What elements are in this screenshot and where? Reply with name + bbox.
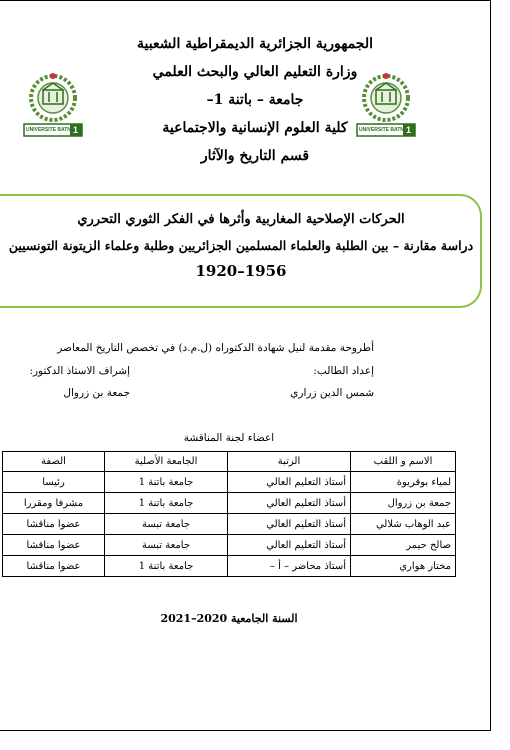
member-name: جمعة بن زروال bbox=[351, 493, 456, 514]
faculty-heading: كلية العلوم الإنسانية والاجتماعية bbox=[162, 120, 348, 136]
table-row bbox=[3, 472, 456, 493]
member-role: رئيسا bbox=[3, 472, 105, 493]
member-university: جامعة باتنة 1 bbox=[105, 472, 228, 493]
member-university: جامعة تبسة bbox=[105, 535, 228, 556]
ministry-heading: وزارة التعليم العالي والبحث العلمي bbox=[152, 64, 358, 80]
supervisor-name: جمعة بن زروال bbox=[63, 387, 130, 399]
member-university: جامعة تبسة bbox=[105, 514, 228, 535]
page-frame-right bbox=[490, 0, 491, 731]
logo-number: 1 bbox=[406, 125, 412, 135]
department-heading: قسم التاريخ والآثار bbox=[200, 148, 310, 164]
logo-number: 1 bbox=[73, 125, 79, 135]
member-role: عضوا مناقشا bbox=[3, 556, 105, 577]
student-label: إعداد الطالب: bbox=[313, 365, 374, 377]
submission-statement: أطروحة مقدمة لنيل شهادة الدكتوراه (ل.م.د) في تخصص التاريخ المعاصر bbox=[57, 342, 374, 354]
member-name: صالح حيمر bbox=[351, 535, 456, 556]
page-frame-top bbox=[0, 0, 491, 1]
page-frame-bottom bbox=[0, 730, 491, 731]
thesis-title: الحركات الإصلاحية المغاربية وأثرها في الفكر الثوري التحرري bbox=[77, 212, 405, 227]
logo-caption: UNIVERSITE BATNA bbox=[26, 127, 75, 133]
member-name: لمياء بوقريوة bbox=[351, 472, 456, 493]
university-heading: جامعة – باتنة 1– bbox=[206, 92, 304, 108]
table-header-row bbox=[3, 452, 456, 472]
member-role: مشرفا ومقررا bbox=[3, 493, 105, 514]
member-role: عضوا مناقشا bbox=[3, 514, 105, 535]
logo-caption: UNIVERSITE BATNA bbox=[359, 127, 408, 133]
member-university: جامعة باتنة 1 bbox=[105, 556, 228, 577]
table-row bbox=[3, 493, 456, 514]
committee-caption: اعضاء لجنة المناقشة bbox=[183, 432, 275, 444]
academic-year: السنة الجامعية 2020–2021 bbox=[160, 612, 298, 625]
column-header-rank: الرتبة bbox=[228, 452, 351, 472]
member-rank: أستاذ محاضر – أ – bbox=[228, 556, 351, 577]
committee-table bbox=[2, 451, 456, 577]
university-logo-left bbox=[16, 68, 90, 142]
member-name: عبد الوهاب شلالي bbox=[351, 514, 456, 535]
member-university: جامعة باتنة 1 bbox=[105, 493, 228, 514]
table-row bbox=[3, 535, 456, 556]
student-name: شمس الدين زراري bbox=[290, 387, 374, 399]
table-row bbox=[3, 514, 456, 535]
member-role: عضوا مناقشا bbox=[3, 535, 105, 556]
table-row bbox=[3, 556, 456, 577]
column-header-role: الصفة bbox=[3, 452, 105, 472]
thesis-period: 1956–1920 bbox=[195, 262, 287, 280]
member-rank: أستاذ التعليم العالي bbox=[228, 493, 351, 514]
thesis-subtitle: دراسة مقارنة – بين الطلبة والعلماء المسلمين الجزائريين وطلبة وعلماء الزيتونة التونسيين bbox=[8, 238, 474, 253]
member-rank: أستاذ التعليم العالي bbox=[228, 535, 351, 556]
republic-heading: الجمهورية الجزائرية الديمقراطية الشعبية bbox=[136, 36, 373, 52]
column-header-university: الجامعة الأصلية bbox=[105, 452, 228, 472]
member-rank: أستاذ التعليم العالي bbox=[228, 472, 351, 493]
member-name: مختار هواري bbox=[351, 556, 456, 577]
supervisor-label: إشراف الاستاذ الدكتور: bbox=[29, 365, 130, 377]
column-header-name: الاسم و اللقب bbox=[351, 452, 456, 472]
member-rank: أستاذ التعليم العالي bbox=[228, 514, 351, 535]
